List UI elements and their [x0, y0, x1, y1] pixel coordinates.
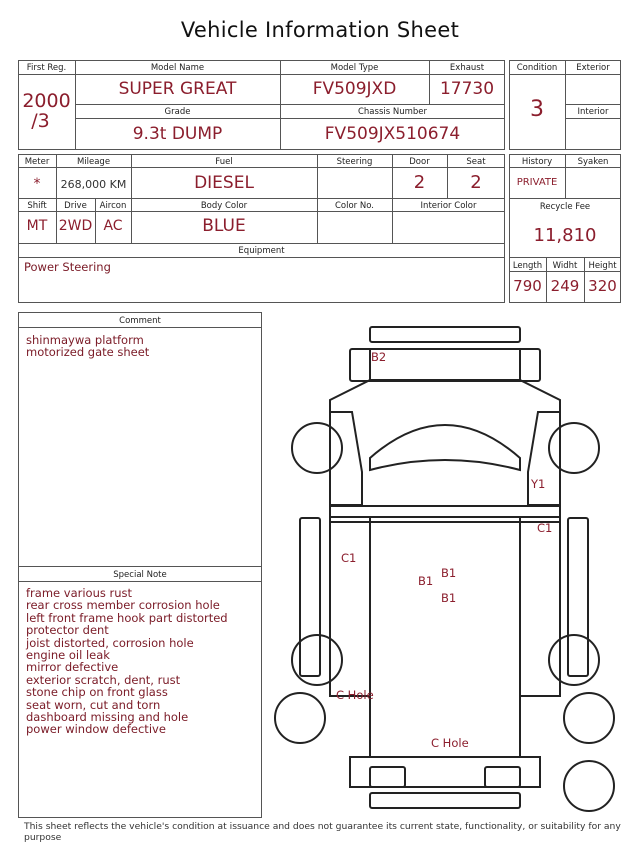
- door-label: Door: [409, 157, 430, 167]
- special-note-item: joist distorted, corrosion hole: [26, 635, 194, 650]
- special-note-item: exterior scratch, dent, rust: [26, 672, 181, 687]
- mileage-label: Mileage: [76, 157, 111, 167]
- body-color-value: BLUE: [202, 216, 246, 236]
- grade-label: Grade: [164, 107, 191, 117]
- page-title: Vehicle Information Sheet: [180, 18, 460, 42]
- damage-mark-c-hole-bottom: C Hole: [431, 736, 469, 750]
- comment-line-1: shinmaywa platform: [26, 333, 144, 347]
- rear-frame: [350, 757, 540, 787]
- steering-label: Steering: [336, 157, 373, 167]
- front-left-wheel: [292, 423, 342, 473]
- cargo-bed: [330, 506, 560, 522]
- chassis-label: Chassis Number: [357, 107, 428, 117]
- left-side-gate: [330, 522, 370, 696]
- right-side-gate: [520, 522, 560, 696]
- syaken-label: Syaken: [577, 157, 609, 167]
- damage-mark-c1-left: C1: [341, 551, 357, 565]
- history-value: PRIVATE: [516, 177, 558, 188]
- left-rear-lamp: [370, 767, 405, 787]
- comment-line-2: motorized gate sheet: [26, 345, 150, 360]
- special-note-item: power window defective: [26, 722, 166, 737]
- fuel-value: DIESEL: [194, 173, 254, 193]
- damage-mark-b2: B2: [371, 350, 387, 364]
- model-type-value: FV509JXD: [312, 79, 397, 99]
- height-label: Height: [588, 261, 617, 271]
- mileage-value: 268,000 KM: [60, 178, 127, 191]
- condition-label: Condition: [516, 63, 558, 73]
- length-label: Length: [512, 261, 543, 271]
- disclaimer-footer: This sheet reflects the vehicle's condition at issuance and does not guarantee its current state, functionality, or suitability for any purpose: [24, 821, 621, 843]
- equipment-label: Equipment: [238, 246, 285, 256]
- length-value: 790: [513, 277, 542, 295]
- grade-value: 9.3t DUMP: [132, 124, 223, 144]
- exhaust-value: 17730: [439, 79, 495, 99]
- damage-mark-b1-c: B1: [441, 591, 457, 605]
- rear-bumper: [370, 793, 520, 808]
- cab-roof-panel: [370, 327, 520, 342]
- special-note-item: mirror defective: [26, 660, 119, 675]
- drive-label: Drive: [64, 201, 87, 211]
- special-note-label: Special Note: [113, 570, 167, 580]
- cab-body: [330, 380, 560, 517]
- special-note-item: engine oil leak: [26, 648, 110, 662]
- exterior-label: Exterior: [576, 63, 610, 73]
- special-note-item: stone chip on front glass: [26, 685, 168, 700]
- exhaust-label: Exhaust: [449, 63, 485, 73]
- model-name-label: Model Name: [150, 63, 205, 73]
- special-note-item: protector dent: [26, 623, 109, 638]
- recycle-fee-label: Recycle Fee: [539, 202, 591, 212]
- far-rear-right-wheel: [564, 761, 614, 811]
- special-note-item: seat worn, cut and torn: [26, 697, 161, 712]
- model-name-value: SUPER GREAT: [118, 79, 237, 99]
- first-reg-label: First Reg.: [26, 63, 67, 73]
- left-side-panel: [300, 518, 320, 676]
- special-note-item: frame various rust: [26, 586, 133, 600]
- fuel-label: Fuel: [215, 157, 233, 167]
- chassis-value: FV509JX510674: [324, 124, 461, 144]
- special-note-item: rear cross member corrosion hole: [26, 598, 220, 613]
- recycle-fee-value: 11,810: [533, 225, 597, 246]
- aircon-label: Aircon: [99, 201, 127, 211]
- drive-value: 2WD: [58, 218, 93, 234]
- seat-label: Seat: [466, 157, 486, 167]
- seat-value: 2: [470, 172, 482, 193]
- front-right-wheel: [549, 423, 599, 473]
- model-type-label: Model Type: [330, 63, 379, 73]
- damage-mark-b1-b: B1: [418, 574, 434, 588]
- condition-value: 3: [530, 97, 544, 122]
- cargo-bed-floor: [370, 517, 520, 757]
- special-note-item: left front frame hook part distorted: [26, 610, 228, 625]
- damage-mark-c1-right: C1: [537, 521, 553, 535]
- damage-mark-y1: Y1: [531, 477, 546, 491]
- special-note-item: dashboard missing and hole: [26, 710, 189, 724]
- damage-mark-c-hole-left: C Hole: [336, 688, 374, 702]
- right-side-panel: [568, 518, 588, 676]
- interior-color-label: Interior Color: [420, 201, 477, 211]
- door-value: 2: [413, 172, 426, 193]
- height-value: 320: [588, 277, 617, 295]
- first-reg-month: /3: [31, 110, 50, 132]
- mid-right-wheel: [549, 635, 599, 685]
- first-reg-year: 2000: [22, 90, 71, 112]
- width-label: Widht: [552, 261, 578, 271]
- meter-value: *: [33, 176, 41, 192]
- color-no-label: Color No.: [334, 201, 374, 211]
- comment-label: Comment: [119, 316, 161, 326]
- damage-mark-b1-a: B1: [441, 566, 457, 580]
- rear-left-wheel: [275, 693, 325, 743]
- rear-right-wheel: [564, 693, 614, 743]
- history-label: History: [521, 157, 553, 167]
- equipment-value: Power Steering: [24, 260, 111, 274]
- body-color-label: Body Color: [200, 201, 248, 211]
- aircon-value: AC: [103, 218, 123, 234]
- shift-value: MT: [26, 218, 48, 234]
- shift-label: Shift: [27, 201, 47, 211]
- interior-label: Interior: [577, 107, 609, 117]
- width-value: 249: [550, 277, 580, 295]
- meter-label: Meter: [24, 157, 50, 167]
- right-rear-lamp: [485, 767, 520, 787]
